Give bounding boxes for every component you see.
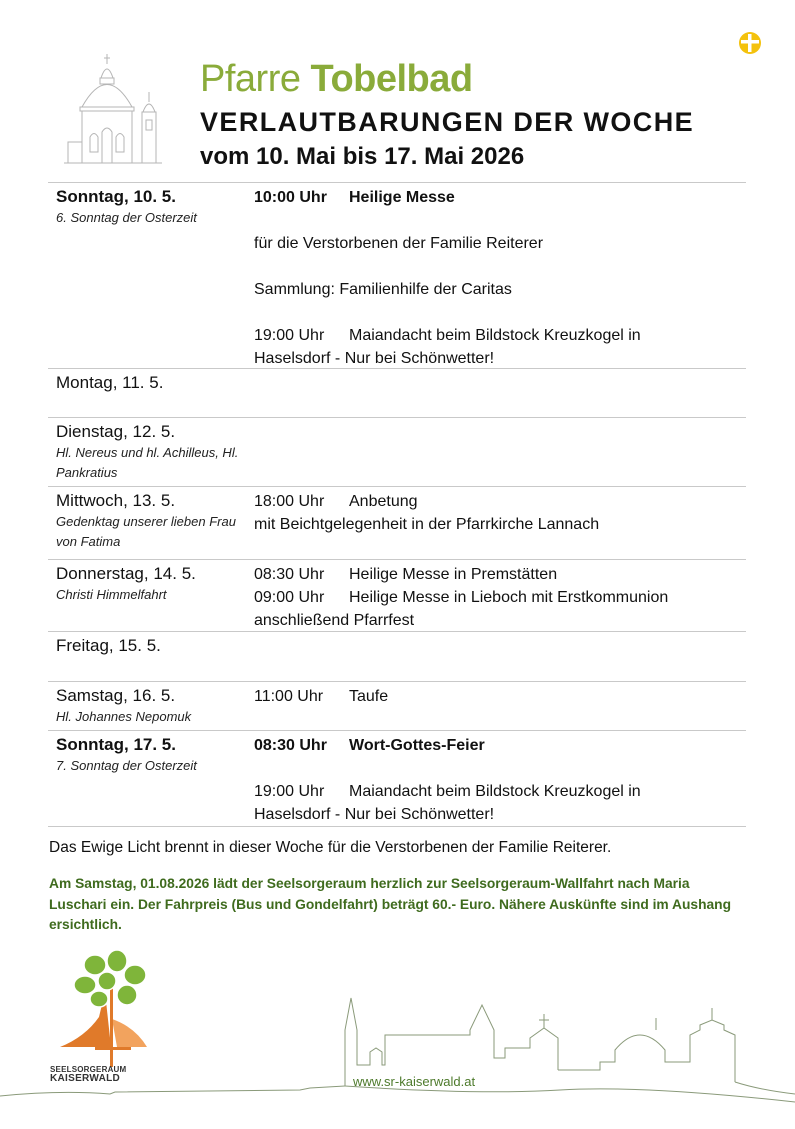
page-headline: VERLAUTBARUNGEN DER WOCHE xyxy=(200,107,694,137)
event-text: Maiandacht beim Bildstock Kreuzkogel in xyxy=(349,783,641,800)
event-time: 10:00 Uhr xyxy=(254,189,327,206)
day-name: Mittwoch, 13. 5. xyxy=(56,491,176,510)
event-text: anschließend Pfarrfest xyxy=(254,612,415,629)
event-text: Haselsdorf - Nur bei Schönwetter! xyxy=(254,806,495,823)
event-text: Heilige Messe xyxy=(349,189,455,206)
event-time: 19:00 Uhr xyxy=(254,783,325,800)
event-line xyxy=(254,734,734,757)
event-text: für die Verstorbenen der Familie Reiterer xyxy=(254,235,544,252)
day-note: Gedenktag unserer lieben Frau von Fatima xyxy=(56,514,236,549)
event-line xyxy=(254,685,734,708)
event-time: 19:00 Uhr xyxy=(254,327,325,344)
date-range: vom 10. Mai bis 17. Mai 2026 xyxy=(200,143,525,170)
event-text: Haselsdorf - Nur bei Schönwetter! xyxy=(254,350,495,367)
logo-text-line2: KAISERWALD xyxy=(50,1073,121,1084)
event-line xyxy=(254,278,734,301)
weekly-schedule xyxy=(48,182,746,827)
event-line xyxy=(254,347,734,370)
day-note: 6. Sonntag der Osterzeit xyxy=(56,210,197,225)
event-time: 09:00 Uhr xyxy=(254,589,325,606)
event-time: 08:30 Uhr xyxy=(254,566,325,583)
town-skyline-icon xyxy=(0,990,795,1129)
schedule-row xyxy=(48,369,746,418)
event-line xyxy=(254,563,734,586)
schedule-row xyxy=(48,731,746,827)
event-text: Wort-Gottes-Feier xyxy=(349,737,485,754)
day-note: Hl. Johannes Nepomuk xyxy=(56,709,192,724)
day-name: Samstag, 16. 5. xyxy=(56,686,176,705)
event-line xyxy=(254,780,734,803)
day-name: Sonntag, 10. 5. xyxy=(56,187,176,206)
day-name: Freitag, 15. 5. xyxy=(56,636,161,655)
day-name: Sonntag, 17. 5. xyxy=(56,735,176,754)
event-text: Sammlung: Familienhilfe der Caritas xyxy=(254,281,512,298)
schedule-row xyxy=(48,560,746,632)
event-text: Heilige Messe in Premstätten xyxy=(349,566,558,583)
event-text: Maiandacht beim Bildstock Kreuzkogel in xyxy=(349,327,641,344)
logo-text-line1: SEELSORGERAUM xyxy=(50,1065,127,1074)
schedule-row xyxy=(48,487,746,560)
event-line xyxy=(254,324,734,347)
parish-title xyxy=(200,58,473,101)
day-note: Christi Himmelfahrt xyxy=(56,587,167,602)
schedule-row xyxy=(48,418,746,487)
event-line xyxy=(254,513,734,536)
schedule-row xyxy=(48,182,746,369)
event-time: 08:30 Uhr xyxy=(254,737,327,754)
parish-prefix: Pfarre xyxy=(200,58,301,100)
schedule-row xyxy=(48,632,746,682)
schedule-row xyxy=(48,682,746,731)
event-line xyxy=(254,186,734,209)
church-illustration-icon xyxy=(62,52,172,172)
event-line xyxy=(254,232,734,255)
event-line xyxy=(254,609,734,632)
day-name: Montag, 11. 5. xyxy=(56,373,164,392)
day-note: 7. Sonntag der Osterzeit xyxy=(56,758,197,773)
day-note: Hl. Nereus und hl. Achilleus, Hl. Pankratius xyxy=(56,445,239,480)
parish-name: Tobelbad xyxy=(310,58,473,100)
event-text: mit Beichtgelegenheit in der Pfarrkirche Lannach xyxy=(254,516,600,533)
cross-circle-icon xyxy=(738,31,762,60)
event-time: 11:00 Uhr xyxy=(254,688,324,705)
event-text: Anbetung xyxy=(349,493,418,510)
event-line xyxy=(254,490,734,513)
event-line xyxy=(254,586,734,609)
event-time: 18:00 Uhr xyxy=(254,493,325,510)
event-line xyxy=(254,803,734,826)
pilgrimage-notice: Am Samstag, 01.08.2026 lädt der Seelsorgeraum herzlich zur Seelsorgeraum-Wallfahrt nach Maria Luschari ein. Der Fahrpreis (Bus und Gondelfahrt) beträgt 60.- Euro. Nähere Auskünfte sind im Aushang ersichtlich. xyxy=(49,876,732,932)
day-name: Dienstag, 12. 5. xyxy=(56,422,176,441)
event-text: Heilige Messe in Lieboch mit Erstkommunion xyxy=(349,589,669,606)
website-link[interactable]: www.sr-kaiserwald.at xyxy=(353,1074,476,1089)
eternal-light-notice: Das Ewige Licht brennt in dieser Woche für die Verstorbenen der Familie Reiterer. xyxy=(49,839,612,856)
day-name: Donnerstag, 14. 5. xyxy=(56,564,196,583)
event-text: Taufe xyxy=(349,688,389,705)
